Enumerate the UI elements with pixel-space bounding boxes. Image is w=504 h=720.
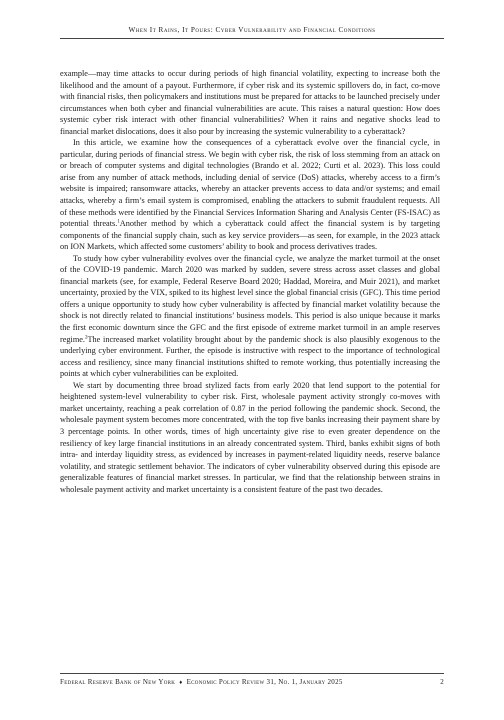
- running-title: When It Rains, It Pours: Cyber Vulnerability and Financial Conditions: [128, 26, 376, 34]
- diamond-separator-icon: ♦: [179, 680, 183, 686]
- paragraph-3-part-b: The increased market volatility brought about by the pandemic shock is also plausibly exogenous to the underlying cyber environment. Further, the episode is instructive with respect to the importance of technological access and resiliency, since many financial institutions shifted to remote working, thus potentially increasing the points at which cyber vulnerabilities can be exploited.: [60, 334, 440, 379]
- footer-citation: [60, 678, 343, 686]
- footer-rule: [60, 673, 444, 674]
- paragraph-4: We start by documenting three broad stylized facts from early 2020 that lend support to the potential for heightened system-level vulnerability to cyber risk. First, wholesale payment activity strongly co-moves with market uncertainty, reaching a peak correlation of 0.87 in the period following the pandemic shock. Second, the wholesale payment system becomes more concentrated, with the top five banks increasing their payment share by 3 percentage points. In other words, times of high uncertainty give rise to even greater dependence on the resiliency of key large financial institutions in an already concentrated system. Third, banks exhibit signs of both intra- and interday liquidity stress, as evidenced by increases in payment-related liquidity needs, reserve balance volatility, and strategic settlement behavior. The indicators of cyber vulnerability observed during this episode are generalizable features of financial market stresses. In particular, we find that the relationship between strains in wholesale payment activity and market uncertainty is a consistent feature of the past two decades.: [60, 380, 440, 494]
- article-body: [60, 68, 440, 495]
- page-footer: [60, 678, 444, 686]
- paragraph-1: example—may time attacks to occur during periods of high financial volatility, expecting to increase both the likelihood and the amount of a payout. Furthermore, if cyber risk and its systemic spillovers do, in fact, co-move with financial risks, then policymakers and institutions must be prepared for attacks to be launched precisely under circumstances when both cyber and financial vulnerabilities are acute. This raises a natural question: How does systemic cyber risk interact with other financial vulnerabilities? When it rains and negative shocks lead to financial market dislocations, does it also pour by increasing the systemic vulnerability to a cyberattack?: [60, 69, 440, 136]
- page-number: 2: [440, 678, 444, 686]
- paragraph-2: [60, 137, 440, 252]
- footer-publisher: Federal Reserve Bank of New York: [60, 678, 176, 686]
- header-rule: [60, 38, 444, 39]
- paragraph-2-part-b: Another method by which a cyberattack could affect the financial system is by targeting components of the financial supply chain, such as key service providers—as seen, for example, in the 2023 attack on ION Markets, which affected some customers’ ability to book and process derivatives trades.: [60, 219, 440, 252]
- paragraph-3: [60, 253, 440, 380]
- paragraph-3-part-a: To study how cyber vulnerability evolves over the financial cycle, we analyze the market turmoil at the onset of the COVID-19 pandemic. March 2020 was marked by sudden, severe stress across asset classes and global financial markets (see, for example, Federal Reserve Board 2020; Haddad, Moreira, and Muir 2021), and market uncertainty, proxied by the VIX, spiked to its highest level since the global financial crisis (GFC). This time period offers a unique opportunity to study how cyber vulnerability is affected by financial market volatility because the shock is not directly related to financial institutions’ business models. This period is also unique because it marks the first economic downturn since the GFC and the first episode of extreme market turmoil in an ample reserves regime.: [60, 253, 440, 344]
- footnote-marker-1[interactable]: 1: [117, 219, 120, 225]
- footnote-marker-2[interactable]: 2: [84, 334, 88, 340]
- paragraph-2-part-a: In this article, we examine how the consequences of a cyberattack evolve over the financial cycle, in particular, during periods of financial stress. We begin with cyber risk, the risk of loss stemming from an attack on or breach of computer systems and digital technologies (Brando et al. 2022; Curti et al. 2023). This loss could arise from any number of attack methods, including denial of service (DoS) attacks, whereby access to a firm’s website is impaired; ransomware attacks, whereby an attacker prevents access to data and/or systems; and email attacks, whereby a firm’s email system is compromised, enabling the attackers to submit fraudulent requests. All of these methods were identified by the Financial Services Information Sharing and Analysis Center (FS-ISAC) as potential threats.: [60, 138, 440, 229]
- footer-journal: Economic Policy Review 31, No. 1, January 2025: [186, 678, 343, 686]
